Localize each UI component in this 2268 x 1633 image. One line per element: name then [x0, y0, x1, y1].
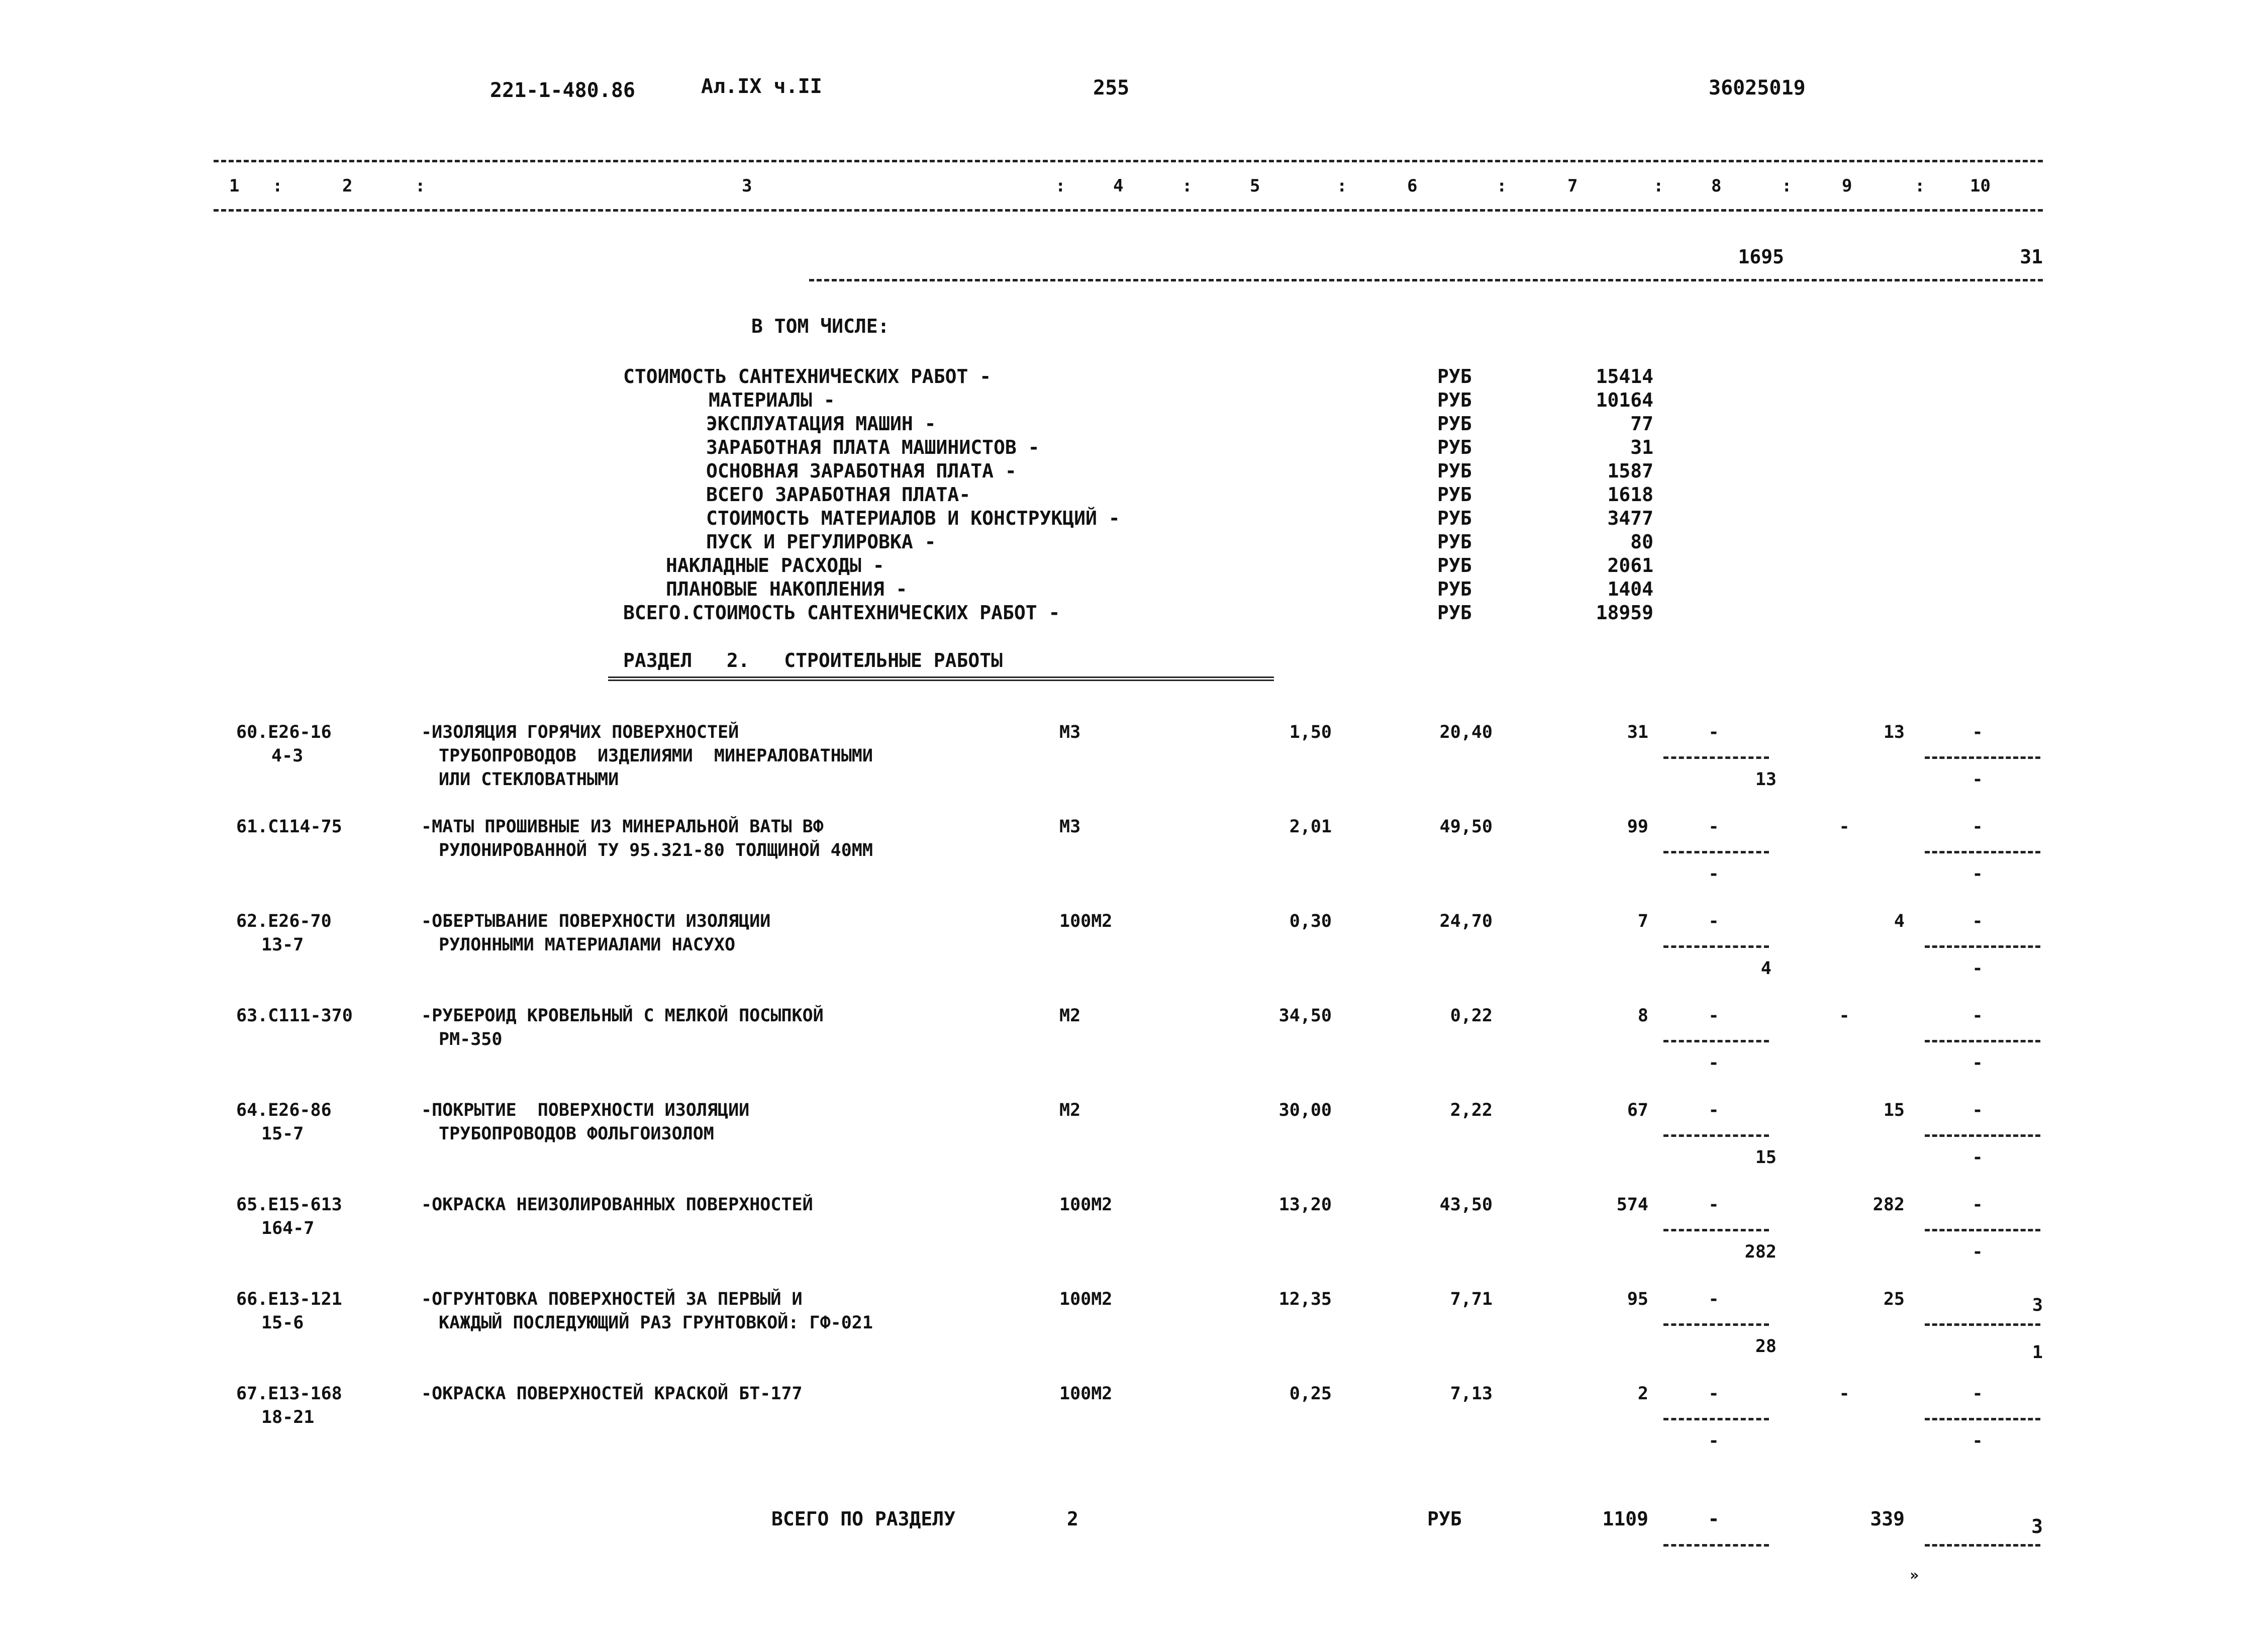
col8-top: -: [1708, 817, 1719, 837]
item-code-secondary: 15-6: [261, 1313, 304, 1333]
section-total-col9: 339: [1870, 1508, 1905, 1530]
fraction-bar: [1663, 1229, 1769, 1231]
fraction-bar: [1663, 1040, 1769, 1042]
fraction-bar: [1663, 756, 1769, 759]
summary-value: 31: [1630, 436, 1653, 458]
col9-value: 15: [1883, 1100, 1905, 1120]
column-separator: :: [1782, 176, 1792, 196]
item-unit-price: 7,71: [1450, 1289, 1493, 1309]
column-number-8: 8: [1711, 176, 1722, 196]
summary-label: ВСЕГО.СТОИМОСТЬ САНТЕХНИЧЕСКИХ РАБОТ -: [623, 602, 1060, 624]
summary-unit: РУБ: [1437, 578, 1472, 600]
summary-value: 1618: [1607, 484, 1653, 506]
col9-value: -: [1839, 1384, 1850, 1404]
item-total: 2: [1637, 1384, 1648, 1404]
fraction-bar: [1925, 1323, 2040, 1326]
column-number-4: 4: [1113, 176, 1124, 196]
item-quantity: 1,50: [1289, 722, 1332, 742]
item-description: -ИЗОЛЯЦИЯ ГОРЯЧИХ ПОВЕРХНОСТЕЙ: [421, 722, 739, 742]
header-top-rule: [214, 160, 2043, 162]
summary-unit: РУБ: [1437, 460, 1472, 482]
summary-unit: РУБ: [1437, 436, 1472, 458]
item-unit: М2: [1059, 1006, 1081, 1026]
summary-value: 3477: [1607, 507, 1653, 529]
column-separator: :: [1915, 176, 1925, 196]
column-separator: :: [272, 176, 283, 196]
item-unit: 100М2: [1059, 1289, 1113, 1309]
album-ref: Ал.IX ч.II: [701, 75, 822, 98]
col8-bottom: 15: [1755, 1147, 1777, 1168]
fraction-bar: [1663, 945, 1769, 948]
item-quantity: 30,00: [1278, 1100, 1332, 1120]
item-code-secondary: 13-7: [261, 935, 304, 955]
section-total-col10: 3: [2031, 1515, 2043, 1538]
item-code-secondary: 15-7: [261, 1124, 304, 1144]
item-description: РУЛОНИРОВАННОЙ ТУ 95.321-80 ТОЛЩИНОЙ 40ММ: [439, 840, 873, 860]
col10-top: -: [1972, 722, 1983, 742]
col10-top: 3: [2032, 1295, 2043, 1315]
summary-value: 80: [1630, 531, 1653, 553]
item-unit-price: 7,13: [1450, 1384, 1493, 1404]
item-description: -РУБЕРОИД КРОВЕЛЬНЫЙ С МЕЛКОЙ ПОСЫПКОЙ: [421, 1006, 824, 1026]
item-unit: М2: [1059, 1100, 1081, 1120]
col8-bottom: 28: [1755, 1336, 1777, 1357]
column-number-5: 5: [1250, 176, 1260, 196]
summary-label: СТОИМОСТЬ САНТЕХНИЧЕСКИХ РАБОТ -: [623, 365, 992, 388]
col10-top: -: [1972, 1384, 1983, 1404]
col8-bottom: 282: [1744, 1242, 1777, 1262]
item-description: -ОБЕРТЫВАНИЕ ПОВЕРХНОСТИ ИЗОЛЯЦИИ: [421, 911, 771, 931]
col8-top: -: [1708, 1384, 1719, 1404]
item-description: -ПОКРЫТИЕ ПОВЕРХНОСТИ ИЗОЛЯЦИИ: [421, 1100, 750, 1120]
summary-unit: РУБ: [1437, 389, 1472, 411]
item-code-secondary: 4-3: [271, 746, 304, 766]
fraction-bar: [1925, 1418, 2040, 1420]
summary-unit: РУБ: [1437, 365, 1472, 388]
header-bottom-rule: [214, 209, 2043, 212]
summary-label: ЗАРАБОТНАЯ ПЛАТА МАШИНИСТОВ -: [706, 436, 1040, 458]
item-total: 67: [1627, 1100, 1648, 1120]
fraction-bar: [1663, 1134, 1769, 1137]
fraction-bar: [1663, 1418, 1769, 1420]
column-separator: :: [1182, 176, 1193, 196]
column-separator: :: [1653, 176, 1664, 196]
col8-bottom: -: [1708, 1053, 1719, 1073]
col8-top: -: [1708, 911, 1719, 931]
summary-label: НАКЛАДНЫЕ РАСХОДЫ -: [666, 554, 884, 577]
item-quantity: 2,01: [1289, 817, 1332, 837]
col10-bottom: -: [1972, 1242, 1983, 1262]
col8-top: -: [1708, 722, 1719, 742]
item-description: ИЛИ СТЕКЛОВАТНЫМИ: [439, 770, 619, 790]
item-description: ТРУБОПРОВОДОВ ИЗДЕЛИЯМИ МИНЕРАЛОВАТНЫМИ: [439, 746, 873, 766]
totals-rule: [809, 279, 2043, 281]
col10-bottom: -: [1972, 770, 1983, 790]
section-total-col8: -: [1708, 1508, 1720, 1530]
summary-value: 1404: [1607, 578, 1653, 600]
column-number-1: 1: [229, 176, 240, 196]
col8-bottom: -: [1708, 1431, 1719, 1451]
fraction-bar: [1925, 1040, 2040, 1042]
item-quantity: 34,50: [1278, 1006, 1332, 1026]
col10-top: -: [1972, 1100, 1983, 1120]
col10-bottom: -: [1972, 1053, 1983, 1073]
col10-top: -: [1972, 817, 1983, 837]
fraction-bar: [1925, 1544, 2040, 1547]
item-unit-price: 20,40: [1439, 722, 1493, 742]
including-label: В ТОМ ЧИСЛЕ:: [751, 315, 890, 337]
summary-value: 15414: [1596, 365, 1653, 388]
col10-bottom: 1: [2032, 1342, 2043, 1363]
col8-top: -: [1708, 1195, 1719, 1215]
summary-value: 2061: [1607, 554, 1653, 577]
fraction-bar: [1663, 1544, 1769, 1547]
top-total-col8: 1695: [1738, 246, 1784, 268]
item-code: 66.Е13-121: [236, 1289, 342, 1309]
column-number-10: 10: [1970, 176, 1991, 196]
summary-unit: РУБ: [1437, 554, 1472, 577]
item-quantity: 0,30: [1289, 911, 1332, 931]
summary-label: ПЛАНОВЫЕ НАКОПЛЕНИЯ -: [666, 578, 908, 600]
item-quantity: 0,25: [1289, 1384, 1332, 1404]
section-title: РАЗДЕЛ 2. СТРОИТЕЛЬНЫЕ РАБОТЫ: [623, 649, 1003, 671]
item-unit: М3: [1059, 817, 1081, 837]
item-unit-price: 2,22: [1450, 1100, 1493, 1120]
fraction-bar: [1663, 851, 1769, 853]
item-total: 95: [1627, 1289, 1648, 1309]
col9-value: -: [1839, 1006, 1850, 1026]
item-quantity: 13,20: [1278, 1195, 1332, 1215]
page-number: 255: [1093, 76, 1130, 100]
fraction-bar: [1925, 1134, 2040, 1137]
footer-mark: »: [1910, 1567, 1919, 1584]
item-unit: 100М2: [1059, 1195, 1113, 1215]
item-description: ТРУБОПРОВОДОВ ФОЛЬГОИЗОЛОМ: [439, 1124, 714, 1144]
col10-top: -: [1972, 1006, 1983, 1026]
summary-value: 77: [1630, 413, 1653, 435]
top-total-col10: 31: [2020, 246, 2043, 268]
section-total-col7: 1109: [1602, 1508, 1648, 1530]
item-description: -МАТЫ ПРОШИВНЫЕ ИЗ МИНЕРАЛЬНОЙ ВАТЫ ВФ: [421, 817, 824, 837]
item-total: 574: [1616, 1195, 1648, 1215]
item-description: -ОКРАСКА НЕИЗОЛИРОВАННЫХ ПОВЕРХНОСТЕЙ: [421, 1195, 813, 1215]
item-code-secondary: 18-21: [261, 1407, 315, 1427]
item-description: РУЛОННЫМИ МАТЕРИАЛАМИ НАСУХО: [439, 935, 736, 955]
inventory-number: 36025019: [1709, 76, 1806, 100]
fraction-bar: [1925, 945, 2040, 948]
summary-label: ЭКСПЛУАТАЦИЯ МАШИН -: [706, 413, 936, 435]
document-code: 221-1-480.86: [490, 79, 635, 102]
col8-top: -: [1708, 1289, 1719, 1309]
col9-value: 282: [1872, 1195, 1905, 1215]
col8-bottom: 13: [1755, 770, 1777, 790]
col10-top: -: [1972, 911, 1983, 931]
section-total-label: ВСЕГО ПО РАЗДЕЛУ: [771, 1508, 956, 1530]
col9-value: 25: [1883, 1289, 1905, 1309]
summary-unit: РУБ: [1437, 484, 1472, 506]
col9-value: 4: [1894, 911, 1905, 931]
item-description: КАЖДЫЙ ПОСЛЕДУЮЩИЙ РАЗ ГРУНТОВКОЙ: ГФ-021: [439, 1313, 873, 1333]
item-code-secondary: 164-7: [261, 1218, 315, 1238]
column-separator: :: [415, 176, 426, 196]
fraction-bar: [1925, 1229, 2040, 1231]
item-unit-price: 24,70: [1439, 911, 1493, 931]
fraction-bar: [1925, 851, 2040, 853]
section-underline: [608, 677, 1274, 681]
summary-label: ОСНОВНАЯ ЗАРАБОТНАЯ ПЛАТА -: [706, 460, 1017, 482]
item-unit: 100М2: [1059, 1384, 1113, 1404]
item-code: 60.Е26-16: [236, 722, 332, 742]
item-code: 65.Е15-613: [236, 1195, 342, 1215]
fraction-bar: [1925, 756, 2040, 759]
item-code: 67.Е13-168: [236, 1384, 342, 1404]
col8-top: -: [1708, 1006, 1719, 1026]
summary-value: 1587: [1607, 460, 1653, 482]
fraction-bar: [1663, 1323, 1769, 1326]
column-number-9: 9: [1842, 176, 1852, 196]
section-total-unit: РУБ: [1427, 1508, 1462, 1530]
summary-label: МАТЕРИАЛЫ -: [709, 389, 835, 411]
item-unit-price: 43,50: [1439, 1195, 1493, 1215]
section-total-number: 2: [1067, 1508, 1078, 1530]
col10-bottom: -: [1972, 1147, 1983, 1168]
item-description: -ОГРУНТОВКА ПОВЕРХНОСТЕЙ ЗА ПЕРВЫЙ И: [421, 1289, 803, 1309]
item-unit: М3: [1059, 722, 1081, 742]
col8-bottom: 4: [1760, 958, 1771, 979]
col10-bottom: -: [1972, 864, 1983, 884]
summary-value: 18959: [1596, 602, 1653, 624]
summary-unit: РУБ: [1437, 602, 1472, 624]
col10-top: -: [1972, 1195, 1983, 1215]
column-number-7: 7: [1567, 176, 1578, 196]
col9-value: -: [1839, 817, 1850, 837]
item-code: 63.С111-370: [236, 1006, 353, 1026]
item-quantity: 12,35: [1278, 1289, 1332, 1309]
summary-label: СТОИМОСТЬ МАТЕРИАЛОВ И КОНСТРУКЦИЙ -: [706, 507, 1120, 529]
item-total: 7: [1637, 911, 1648, 931]
column-number-2: 2: [342, 176, 353, 196]
summary-unit: РУБ: [1437, 507, 1472, 529]
column-separator: :: [1497, 176, 1507, 196]
col8-top: -: [1708, 1100, 1719, 1120]
item-total: 31: [1627, 722, 1648, 742]
item-code: 62.Е26-70: [236, 911, 332, 931]
column-separator: :: [1337, 176, 1347, 196]
col10-bottom: -: [1972, 958, 1983, 979]
summary-unit: РУБ: [1437, 531, 1472, 553]
item-code: 64.Е26-86: [236, 1100, 332, 1120]
item-code: 61.С114-75: [236, 817, 342, 837]
item-description: -ОКРАСКА ПОВЕРХНОСТЕЙ КРАСКОЙ БТ-177: [421, 1384, 803, 1404]
summary-label: ВСЕГО ЗАРАБОТНАЯ ПЛАТА-: [706, 484, 971, 506]
col10-bottom: -: [1972, 1431, 1983, 1451]
item-total: 99: [1627, 817, 1648, 837]
item-unit-price: 49,50: [1439, 817, 1493, 837]
summary-value: 10164: [1596, 389, 1653, 411]
column-separator: :: [1055, 176, 1066, 196]
item-total: 8: [1637, 1006, 1648, 1026]
summary-label: ПУСК И РЕГУЛИРОВКА -: [706, 531, 936, 553]
column-number-3: 3: [742, 176, 752, 196]
item-description: РМ-350: [439, 1029, 503, 1049]
column-number-6: 6: [1407, 176, 1418, 196]
col9-value: 13: [1883, 722, 1905, 742]
summary-unit: РУБ: [1437, 413, 1472, 435]
item-unit-price: 0,22: [1450, 1006, 1493, 1026]
item-unit: 100М2: [1059, 911, 1113, 931]
col8-bottom: -: [1708, 864, 1719, 884]
